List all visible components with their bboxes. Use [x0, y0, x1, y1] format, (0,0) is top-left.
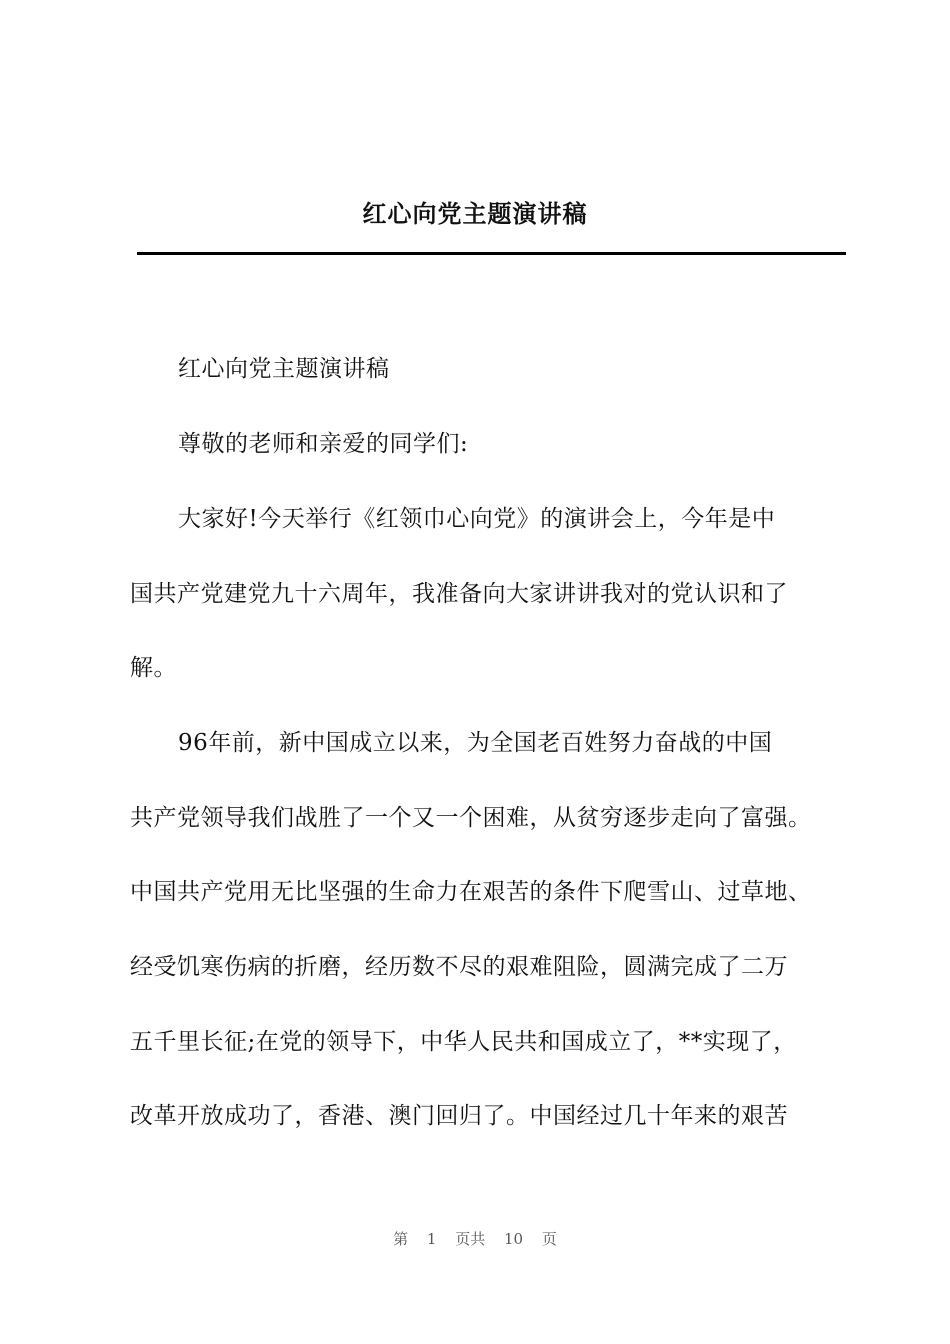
- page-label-suffix: 页: [541, 1230, 557, 1248]
- body-line: 解。: [130, 655, 177, 681]
- body-line: 经受饥寒伤病的折磨，经历数不尽的艰难阻险，圆满完成了二万: [130, 954, 788, 980]
- body-line: 96年前，新中国成立以来，为全国老百姓努力奋战的中国: [178, 730, 773, 756]
- body-line: 大家好!今天举行《红领巾心向党》的演讲会上，今年是中: [178, 506, 776, 532]
- title-divider: [137, 252, 846, 255]
- document-title: 红心向党主题演讲稿: [362, 199, 588, 228]
- page-label-middle: 页共: [455, 1230, 486, 1248]
- body-line: 五千里长征;在党的领导下，中华人民共和国成立了，**实现了，: [130, 1029, 797, 1055]
- current-page-number: 1: [426, 1230, 437, 1248]
- body-line: 国共产党建党九十六周年，我准备向大家讲讲我对的党认识和了: [130, 581, 788, 607]
- body-line-subtitle: 红心向党主题演讲稿: [178, 356, 390, 382]
- body-line: 中国共产党用无比坚强的生命力在艰苦的条件下爬雪山、过草地、: [130, 879, 812, 905]
- body-line: 共产党领导我们战胜了一个又一个困难，从贫穷逐步走向了富强。: [130, 805, 812, 831]
- page-label-prefix: 第: [393, 1230, 409, 1248]
- body-line: 改革开放成功了，香港、澳门回归了。中国经过几十年来的艰苦: [130, 1103, 788, 1129]
- total-pages-number: 10: [504, 1230, 524, 1248]
- page-footer: [0, 1228, 950, 1250]
- body-line-salutation: 尊敬的老师和亲爱的同学们:: [178, 431, 469, 457]
